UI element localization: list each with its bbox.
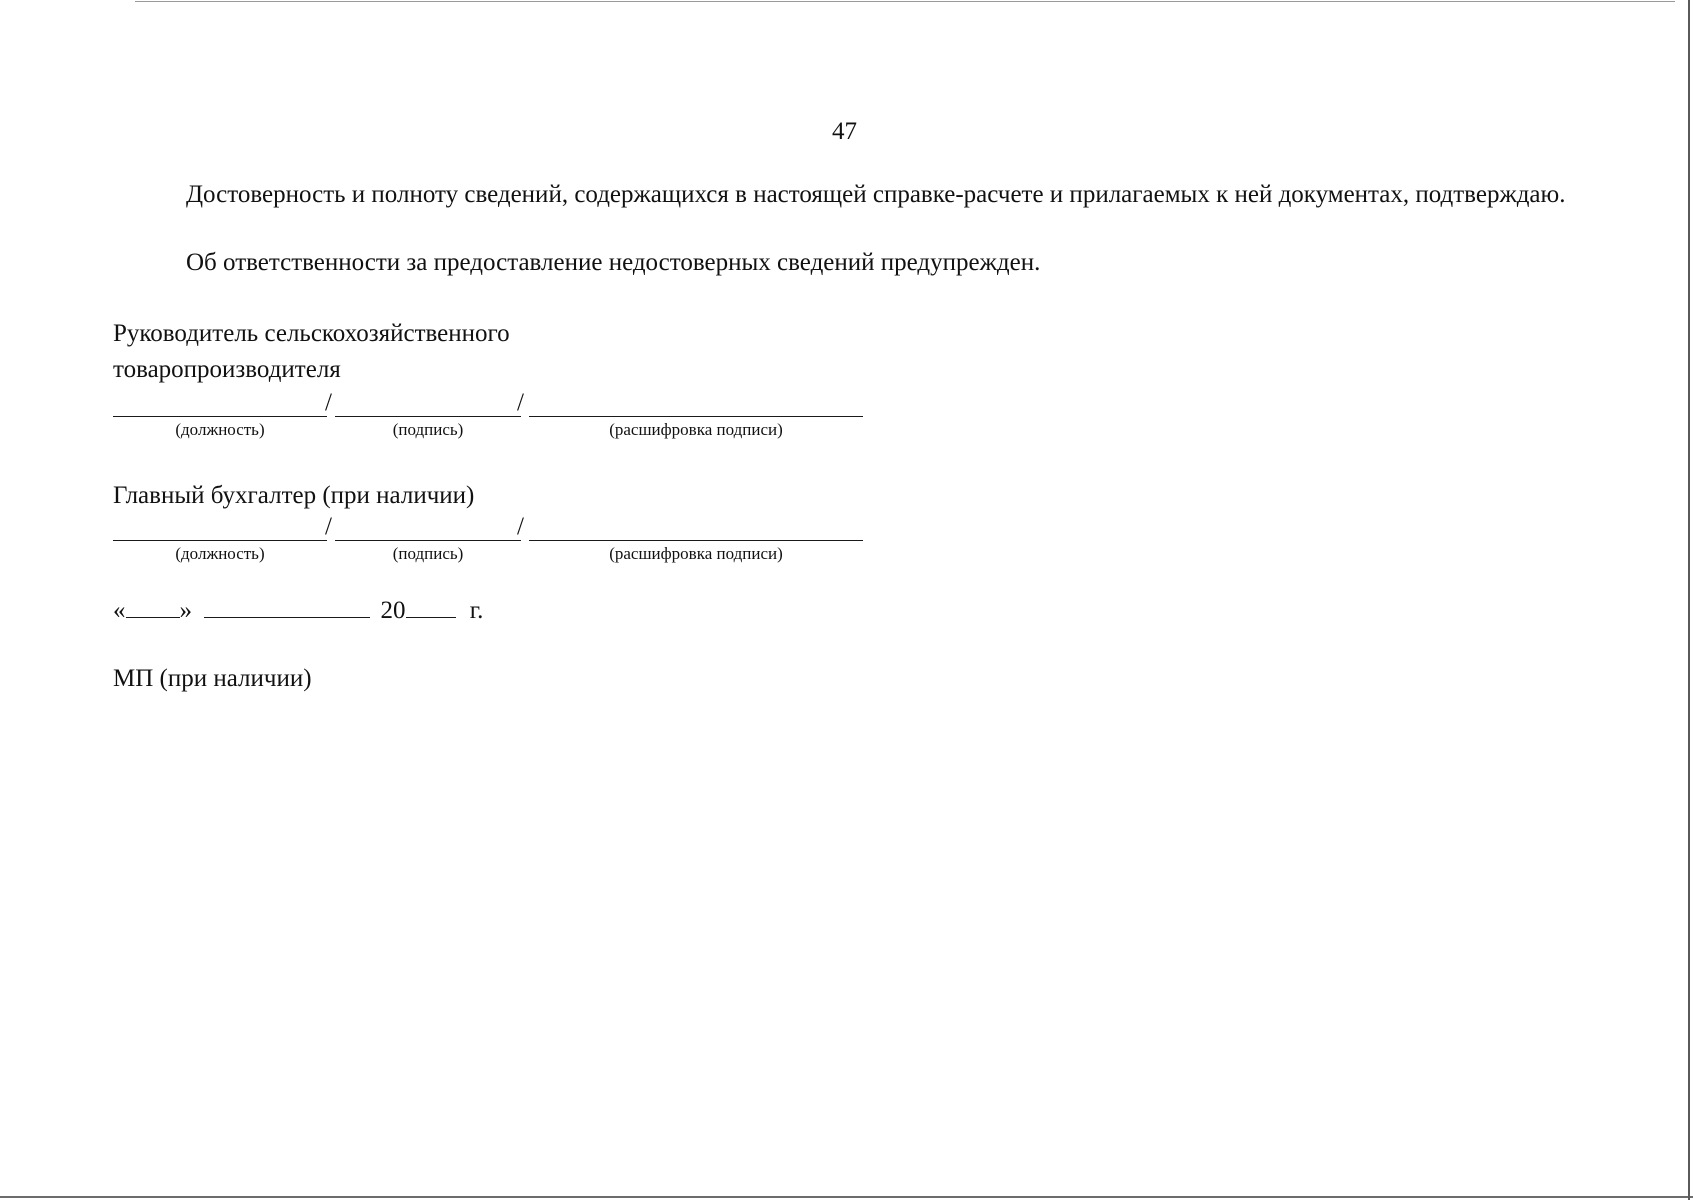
accountant-signature-row <box>113 512 863 563</box>
head-signature-field[interactable] <box>335 416 521 417</box>
position-caption: (должность) <box>175 544 265 563</box>
separator-slash: / <box>517 389 524 416</box>
date-year-suffix: г. <box>469 597 484 624</box>
confirmation-paragraph: Достоверность и полноту сведений, содержащихся в настоящей справке-расчете и прилагаемых к ней документах, подтверждаю. <box>186 181 1566 208</box>
date-month-field[interactable] <box>204 595 370 618</box>
scan-edge-right <box>1688 0 1690 1200</box>
page-number: 47 <box>832 118 857 145</box>
head-heading-line-2: товаропроизводителя <box>113 356 341 383</box>
responsibility-paragraph: Об ответственности за предоставление недостоверных сведений предупрежден. <box>186 249 1041 276</box>
accountant-decoding-field[interactable] <box>529 540 863 541</box>
signature-caption: (подпись) <box>392 420 464 439</box>
head-heading-line-1: Руководитель сельскохозяйственного <box>113 320 510 347</box>
accountant-signature-heading: Главный бухгалтер (при наличии) <box>113 482 475 509</box>
date-open-quote: « <box>113 597 126 624</box>
scan-edge-top <box>135 1 1675 2</box>
date-century: 20 <box>380 597 406 624</box>
head-signature-heading <box>113 316 510 388</box>
head-position-field[interactable] <box>113 416 327 417</box>
date-close-quote: » <box>179 597 192 624</box>
head-signature-row <box>113 388 863 439</box>
scan-edge-bottom <box>0 1196 1693 1198</box>
position-caption: (должность) <box>175 420 265 439</box>
signature-caption: (подпись) <box>392 544 464 563</box>
date-year-field[interactable] <box>406 595 456 618</box>
separator-slash: / <box>325 513 332 540</box>
accountant-signature-field[interactable] <box>335 540 521 541</box>
separator-slash: / <box>517 513 524 540</box>
date-line <box>113 594 483 628</box>
head-decoding-field[interactable] <box>529 416 863 417</box>
date-day-field[interactable] <box>126 595 180 618</box>
decoding-caption: (расшифровка подписи) <box>609 544 783 563</box>
separator-slash: / <box>325 389 332 416</box>
decoding-caption: (расшифровка подписи) <box>609 420 783 439</box>
stamp-label: МП (при наличии) <box>113 665 312 692</box>
accountant-position-field[interactable] <box>113 540 327 541</box>
